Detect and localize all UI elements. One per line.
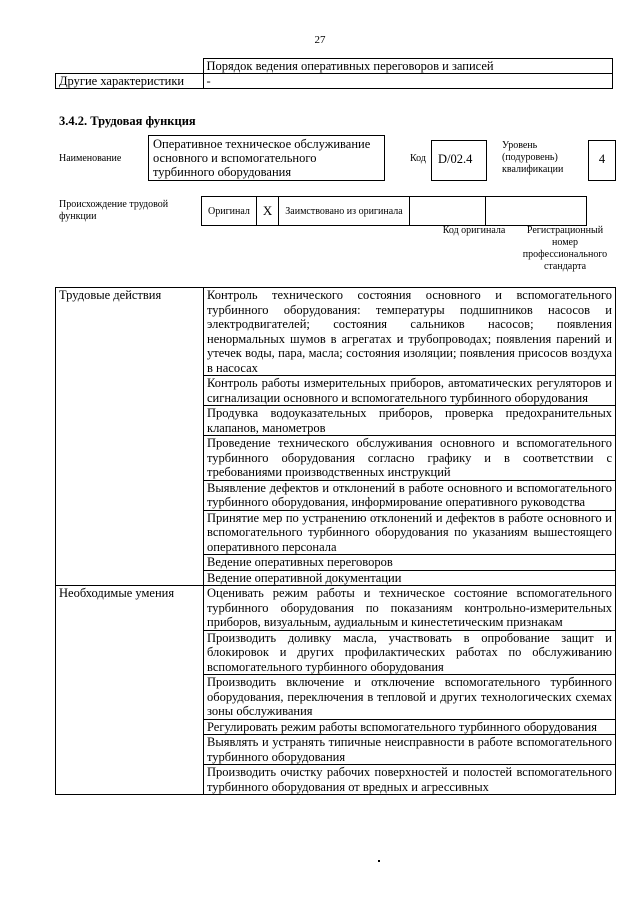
item-cell: Продувка водоуказательных приборов, проверка предохранительных клапанов, манометров <box>204 406 616 436</box>
item-cell: Производить доливку масла, участвовать в опробование защит и блокировок и других профилактических работах по обслуживанию вспомогательного турбинного оборудования <box>204 630 616 675</box>
item-cell: Производить очистку рабочих поверхностей и полостей вспомогательного турбинного оборудования от вредных и агрессивных <box>204 765 616 795</box>
reg-number-cell <box>485 197 586 226</box>
footer-dot <box>378 860 380 862</box>
item-cell: Оценивать режим работы и техническое состояние вспомогательного турбинного оборудования по показаниям контрольно-измерительных приборов, визуальным, аудиальным и кинестетическим признакам <box>204 586 616 631</box>
original-label: Оригинал <box>202 197 257 226</box>
name-label: Наименование <box>59 153 122 164</box>
item-cell: Ведение оперативных переговоров <box>204 555 616 571</box>
item-cell: Выявление дефектов и отклонений в работе основного и вспомогательного турбинного оборудования, информирование оперативного руководства <box>204 480 616 510</box>
code-of-original-label: Код оригинала <box>442 225 506 236</box>
section-title: 3.4.2. Трудовая функция <box>59 114 196 128</box>
origin-table <box>201 196 587 226</box>
item-cell: Производить включение и отключение вспомогательного турбинного оборудования, переключения в тепловой и других технологических схемах зоны обслуживания <box>204 675 616 720</box>
item-cell: Контроль технического состояния основного и вспомогательного турбинного оборудования: температуры подшипников насосов и электродвигателей; состояния сальников насосов; появления ненормальных шумов в агрегатах и трубопроводах; появления парений и утечек воды, пара, масла; состояния изоляции; появления присосов воздуха в насосах <box>204 288 616 376</box>
code-of-original-cell <box>409 197 485 226</box>
table-cell <box>56 59 204 74</box>
level-label: Уровень (подуровень) квалификации <box>502 140 564 175</box>
table-cell: - <box>203 74 612 89</box>
reg-number-label: Регистрационный номер профессионального стандарта <box>522 225 608 272</box>
main-table <box>55 287 616 795</box>
category-cell: Необходимые умения <box>56 586 204 795</box>
table-row <box>56 586 616 631</box>
origin-label: Происхождение трудовой функции <box>59 199 169 222</box>
table-row <box>202 197 587 226</box>
page-number: 27 <box>314 34 326 46</box>
code-value: D/02.4 <box>431 140 487 181</box>
category-cell: Трудовые действия <box>56 288 204 586</box>
item-cell: Принятие мер по устранению отклонений и дефектов в работе основного и вспомогательного турбинного оборудования по указаниям вышестоящего оперативного персонала <box>204 510 616 555</box>
table-cell: Другие характеристики <box>56 74 204 89</box>
item-cell: Контроль работы измерительных приборов, автоматических регуляторов и сигнализации основного и вспомогательного турбинного оборудования <box>204 376 616 406</box>
table-row <box>56 59 613 74</box>
item-cell: Регулировать режим работы вспомогательного турбинного оборудования <box>204 719 616 735</box>
item-cell: Ведение оперативной документации <box>204 570 616 586</box>
table-row <box>56 288 616 376</box>
item-cell: Выявлять и устранять типичные неисправности в работе вспомогательного турбинного оборудования <box>204 735 616 765</box>
table-row <box>56 74 613 89</box>
level-value: 4 <box>588 140 616 181</box>
item-cell: Проведение технического обслуживания основного и вспомогательного турбинного оборудования согласно графику и в соответствии с требованиями производственных инструкций <box>204 436 616 481</box>
code-label: Код <box>410 153 426 164</box>
table-cell: Порядок ведения оперативных переговоров и записей <box>203 59 612 74</box>
borrowed-label: Заимствовано из оригинала <box>279 197 409 226</box>
top-table <box>55 58 613 89</box>
original-mark: X <box>256 197 278 226</box>
name-value: Оперативное техническое обслуживание основного и вспомогательного турбинного оборудования <box>148 135 385 181</box>
